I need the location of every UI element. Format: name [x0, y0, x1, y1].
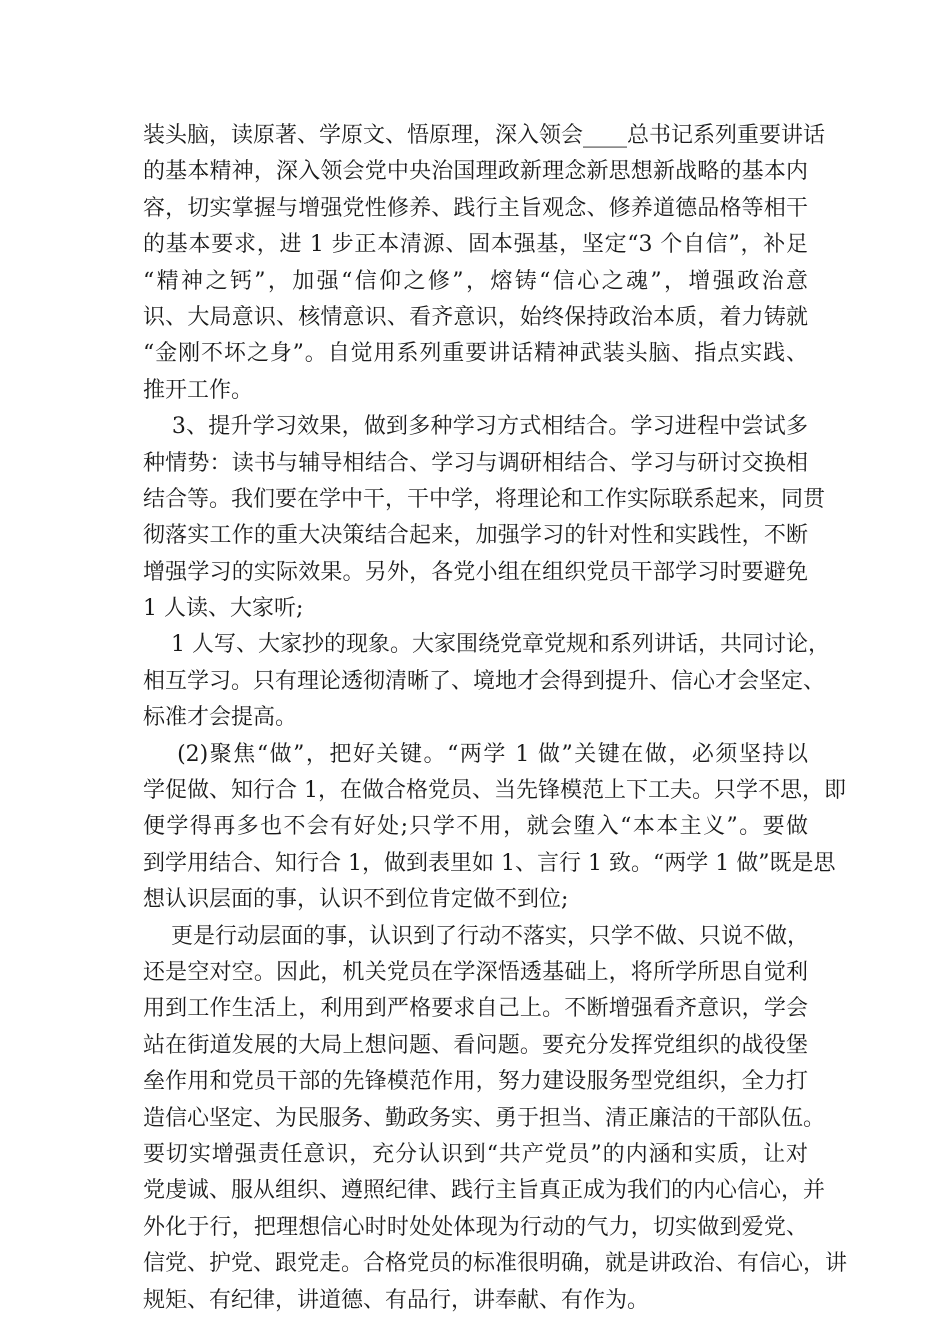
text-line: 造信心坚定、为民服务、勤政务实、勇于担当、清正廉洁的干部队伍。 [143, 1105, 826, 1131]
text-line: 3、提升学习效果，做到多种学习方式相结合。学习进程中尝试多 [143, 414, 808, 440]
text-line: 装头脑，读原著、学原文、悟原理，深入领会____总书记系列重要讲话 [143, 123, 826, 148]
text-line: 的基本要求，进 1 步正本清源、固本强基，坚定“3 个自信”，补足 [143, 232, 808, 258]
text-line: 1 人写、大家抄的现象。大家围绕党章党规和系列讲话，共同讨论， [143, 632, 830, 658]
text-line: (2)聚焦“做”，把好关键。“两学 1 做”关键在做，必须坚持以 [143, 741, 808, 767]
text-line: 用到工作生活上，利用到严格要求自己上。不断增强看齐意识，学会 [143, 996, 808, 1022]
text-line: 彻落实工作的重大决策结合起来，加强学习的针对性和实践性，不断 [143, 523, 808, 549]
text-line: 站在街道发展的大局上想问题、看问题。要充分发挥党组织的战役堡 [143, 1032, 808, 1058]
text-line: 便学得再多也不会有好处;只学不用，就会堕入“本本主义”。要做 [143, 814, 808, 840]
paragraph-p4 [143, 737, 846, 919]
text-line: 1 人读、大家听; [143, 596, 304, 622]
text-line: 信党、护党、跟党走。合格党员的标准很明确，就是讲政治、有信心，讲 [143, 1251, 848, 1277]
paragraph-p5 [143, 919, 848, 1319]
text-line: 推开工作。 [143, 377, 254, 403]
document-page [143, 118, 848, 1319]
text-line: 学促做、知行合 1，在做合格党员、当先锋模范上下工夫。只学不思，即 [143, 778, 846, 804]
text-line: 还是空对空。因此，机关党员在学深悟透基础上，将所学所思自觉利 [143, 959, 808, 985]
text-line: “金刚不坏之身”。自觉用系列重要讲话精神武装头脑、指点实践、 [143, 341, 808, 367]
text-line: 种情势：读书与辅导相结合、学习与调研相结合、学习与研讨交换相 [143, 450, 808, 476]
text-line: 外化于行，把理想信心时时处处体现为行动的气力，切实做到爱党、 [143, 1214, 808, 1240]
text-line: 垒作用和党员干部的先锋模范作用，努力建设服务型党组织，全力打 [143, 1069, 808, 1095]
text-line: 容，切实掌握与增强党性修养、践行主旨观念、修养道德品格等相干 [143, 195, 808, 221]
text-line: 想认识层面的事，认识不到位肯定做不到位; [143, 887, 569, 913]
text-line: 标准才会提高。 [143, 705, 298, 731]
text-line: 增强学习的实际效果。另外，各党小组在组织党员干部学习时要避免 [143, 559, 808, 585]
text-line: 的基本精神，深入领会党中央治国理政新理念新思想新战略的基本内 [143, 159, 808, 185]
paragraph-p2 [143, 409, 826, 627]
text-line: 党虔诚、服从组织、遵照纪律、践行主旨真正成为我们的内心信心，并 [143, 1178, 826, 1204]
paragraph-p1 [143, 118, 826, 409]
text-line: “精神之钙”，加强“信仰之修”，熔铸“信心之魂”，增强政治意 [143, 268, 808, 294]
text-line: 识、大局意识、核情意识、看齐意识，始终保持政治本质，着力铸就 [143, 304, 808, 330]
text-line: 到学用结合、知行合 1，做到表里如 1、言行 1 致。“两学 1 做”既是思 [143, 850, 836, 876]
text-line: 结合等。我们要在学中干，干中学，将理论和工作实际联系起来，同贯 [143, 486, 826, 512]
paragraph-p3 [143, 627, 830, 736]
text-line: 规矩、有纪律，讲道德、有品行，讲奉献、有作为。 [143, 1287, 650, 1313]
text-line: 相互学习。只有理论透彻清晰了、境地才会得到提升、信心才会坚定、 [143, 668, 826, 694]
text-line: 更是行动层面的事，认识到了行动不落实，只学不做、只说不做， [143, 923, 809, 949]
body-text [143, 118, 848, 1319]
text-line: 要切实增强责任意识，充分认识到“共产党员”的内涵和实质，让对 [143, 1141, 808, 1167]
